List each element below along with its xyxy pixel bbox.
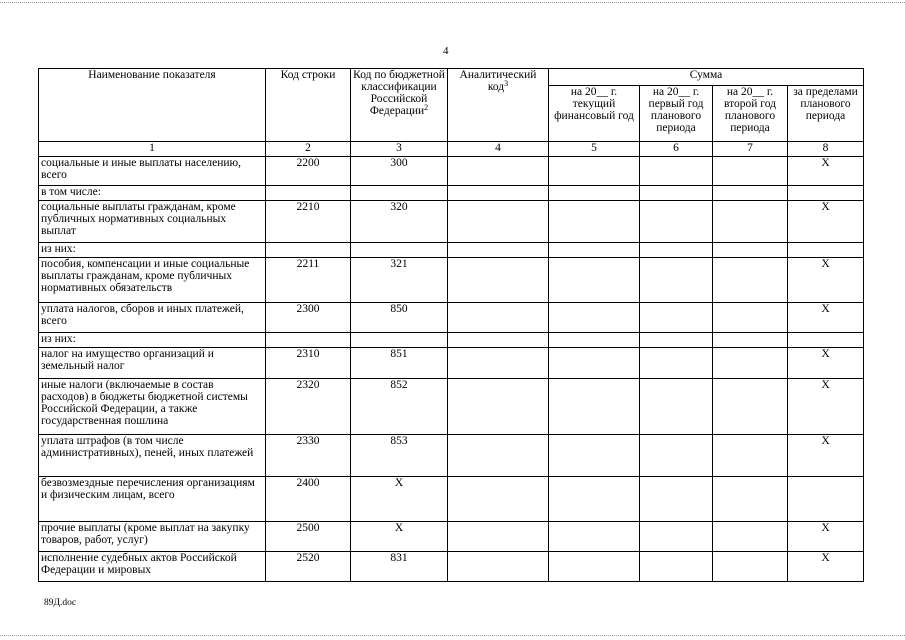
scan-edge-bottom [0,635,905,637]
table-row: иные налоги (включаемые в состав расходов) в бюджеты бюджетной системы Российской Федерации, а также государственная пошлина 2320 852 X [39,379,864,435]
colnum-1: 1 [39,142,266,157]
header-analytic-code: Аналитический код$^3$ [448,69,549,142]
table-row: уплата налогов, сборов и иных платежей, всего 2300 850 X [39,303,864,333]
header-col5: на 20__ г. текущий финансовый год [549,86,640,142]
colnum-2: 2 [266,142,351,157]
table-row: налог на имущество организаций и земельный налог 2310 851 X [39,348,864,379]
colnum-3: 3 [351,142,448,157]
table-row: из них: [39,333,864,348]
table-row: в том числе: [39,186,864,201]
indicator-table [38,68,864,582]
table-row: безвозмездные перечисления организациям и физическим лицам, всего 2400 X [39,477,864,522]
table-row: пособия, компенсации и иные социальные выплаты гражданам, кроме публичных нормативных обязательств 2211 321 X [39,258,864,303]
colnum-4: 4 [448,142,549,157]
header-sum: Сумма [549,69,864,86]
page-number: 4 [443,45,449,57]
header-col6: на 20__ г. первый год планового периода [640,86,713,142]
header-bk-code: Код по бюджетной классификации Российской Федерации$^2$ [351,69,448,142]
table-row: социальные и иные выплаты населению, всего 2200 300 X [39,157,864,186]
table-row: исполнение судебных актов Российской Федерации и мировых 2520 831 X [39,552,864,582]
scan-edge-top [0,2,905,4]
header-row-code: Код строки [266,69,351,142]
footer-filename: 89Д.doc [44,598,77,608]
table-row: прочие выплаты (кроме выплат на закупку товаров, работ, услуг) 2500 X X [39,522,864,552]
header-col7: на 20__ г. второй год планового периода [713,86,788,142]
colnum-5: 5 [549,142,640,157]
colnum-7: 7 [713,142,788,157]
header-col8: за пределами планового периода [788,86,864,142]
table-row: уплата штрафов (в том числе административных), пеней, иных платежей 2330 853 X [39,435,864,477]
table-row: из них: [39,243,864,258]
table-row: социальные выплаты гражданам, кроме публичных нормативных социальных выплат 2210 320 X [39,201,864,243]
header-name: Наименование показателя [39,69,266,142]
colnum-8: 8 [788,142,864,157]
colnum-6: 6 [640,142,713,157]
